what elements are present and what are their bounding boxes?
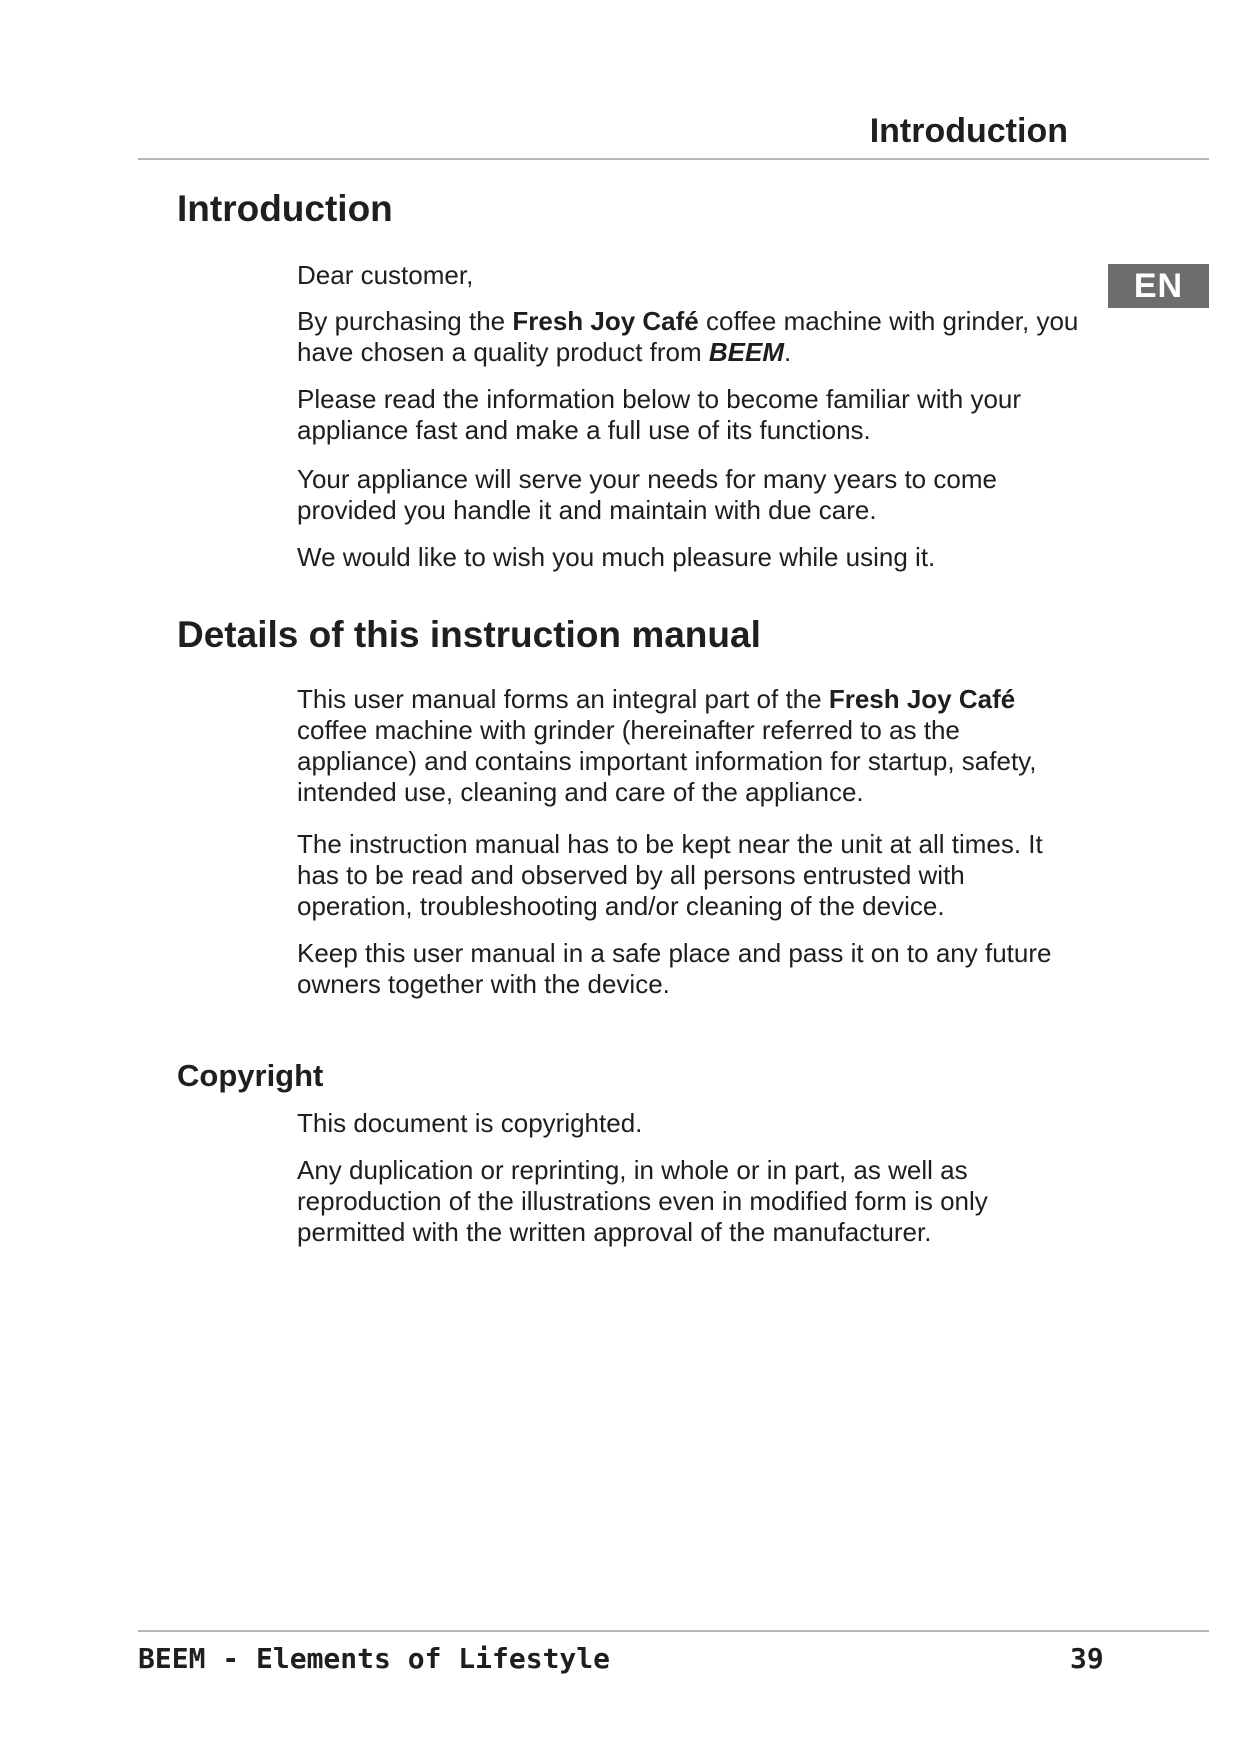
intro-paragraph-4: We would like to wish you much pleasure while using it.: [297, 542, 936, 572]
section-heading-details: Details of this instruction manual: [177, 614, 761, 655]
footer-divider: [138, 1630, 1209, 1632]
intro-paragraph-1: By purchasing the Fresh Joy Café coffee machine with grinder, you have chosen a quality product from BEEM.: [297, 306, 1079, 367]
details-paragraph-3: Keep this user manual in a safe place and pass it on to any future owners together with the device.: [297, 938, 1052, 999]
running-header-title: Introduction: [869, 112, 1068, 150]
details-paragraph-2: The instruction manual has to be kept near the unit at all times. It has to be read and observed by all persons entrusted with operation, troubleshooting and/or cleaning of the device.: [297, 829, 1043, 921]
intro-paragraph-3: Your appliance will serve your needs for many years to come provided you handle it and maintain with due care.: [297, 464, 997, 525]
greeting: Dear customer,: [297, 260, 474, 290]
section-heading-introduction: Introduction: [177, 188, 393, 229]
header-divider: [138, 158, 1209, 160]
section-heading-copyright: Copyright: [177, 1058, 324, 1093]
product-name: Fresh Joy Café: [512, 306, 699, 336]
product-name: Fresh Joy Café: [828, 684, 1016, 714]
brand-name: BEEM: [708, 337, 785, 367]
footer-brand: BEEM - Elements of Lifestyle: [138, 1642, 611, 1675]
page-number: 39: [1070, 1642, 1104, 1675]
copyright-paragraph-1: This document is copyrighted.: [297, 1108, 643, 1138]
intro-paragraph-2: Please read the information below to become familiar with your appliance fast and make a full use of its functions.: [297, 384, 1022, 445]
language-badge: EN: [1108, 264, 1209, 308]
details-paragraph-1: This user manual forms an integral part of the Fresh Joy Café coffee machine with grinder (hereinafter referred to as the appliance) and contains important information for startup, safety, intended use, cleaning and care of the appliance.: [297, 684, 1037, 807]
copyright-paragraph-2: Any duplication or reprinting, in whole or in part, as well as reproduction of the illustrations even in modified form is only permitted with the written approval of the manufacturer.: [297, 1155, 988, 1247]
